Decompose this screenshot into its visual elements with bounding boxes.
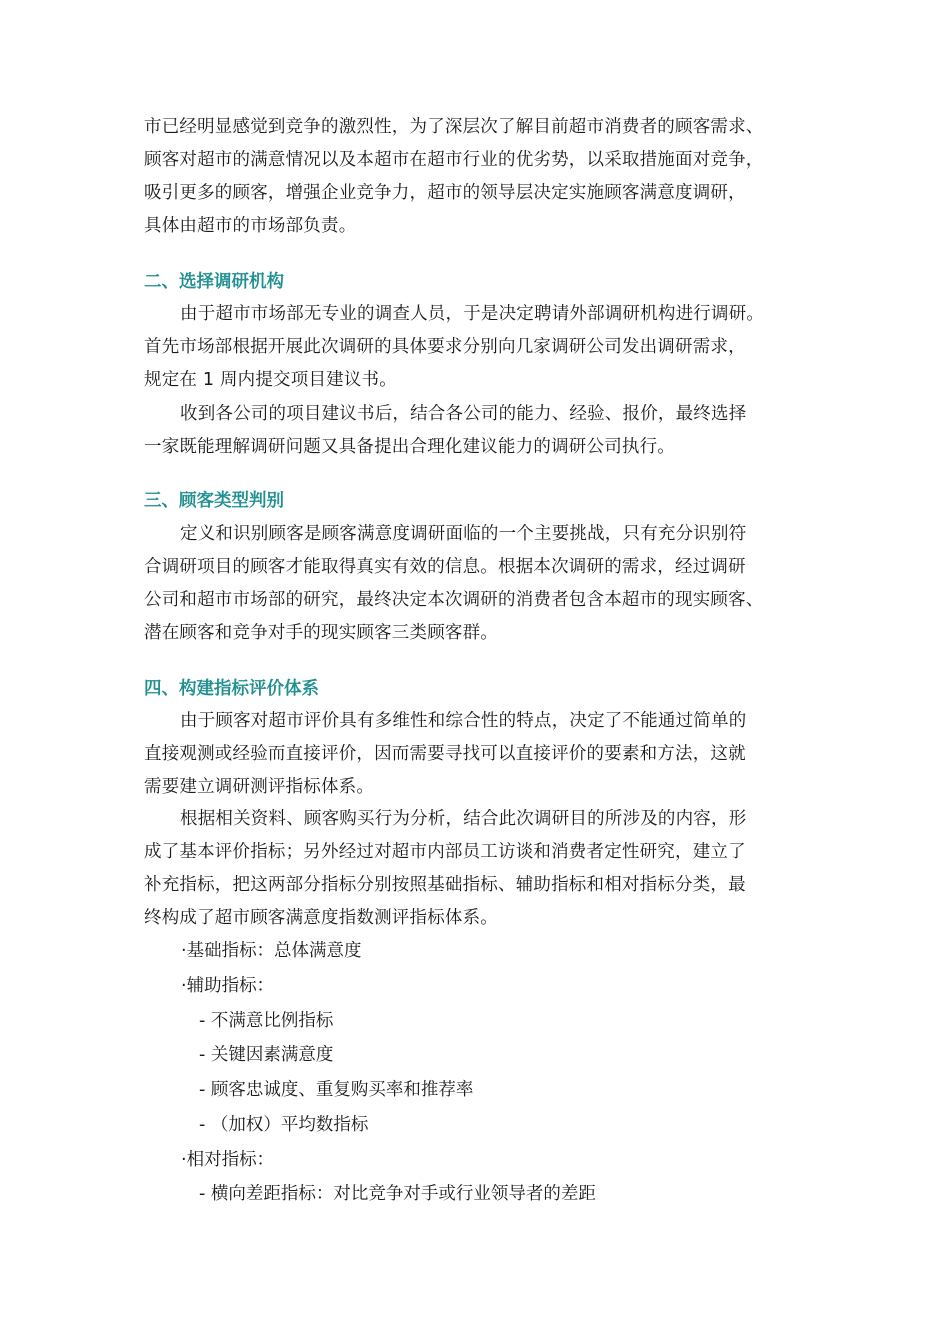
section2-paragraph-2 xyxy=(144,398,812,464)
list-subitem: - 顾客忠诚度、重复购买率和推荐率 xyxy=(199,1080,474,1100)
section4-paragraph-2 xyxy=(144,803,812,935)
section4-paragraph-1 xyxy=(144,705,812,804)
intro-line: 顾客对超市的满意情况以及本超市在超市行业的优劣势，以采取措施面对竞争， xyxy=(144,150,764,170)
paragraph-line: 公司和超市市场部的研究，最终决定本次调研的消费者包含本超市的现实顾客、 xyxy=(144,590,764,610)
paragraph-line: 首先市场部根据开展此次调研的具体要求分别向几家调研公司发出调研需求， xyxy=(144,337,746,357)
intro-line: 吸引更多的顾客，增强企业竞争力，超市的领导层决定实施顾客满意度调研， xyxy=(144,183,746,203)
section3-heading: 三、顾客类型判别 xyxy=(144,491,284,511)
paragraph-line: 补充指标，把这两部分指标分别按照基础指标、辅助指标和相对指标分类，最 xyxy=(144,875,746,895)
list-subitem: - 不满意比例指标 xyxy=(199,1011,334,1031)
section2-heading: 二、选择调研机构 xyxy=(144,272,284,292)
section3-paragraph-1 xyxy=(144,518,812,650)
list-item-basic: ·基础指标：总体满意度 xyxy=(181,941,362,961)
intro-line: 具体由超市的市场部负责。 xyxy=(144,216,357,236)
paragraph-line: 规定在 1 周内提交项目建议书。 xyxy=(144,370,397,390)
paragraph-line: 潜在顾客和竞争对手的现实顾客三类顾客群。 xyxy=(144,623,498,643)
paragraph-line: 直接观测或经验而直接评价，因而需要寻找可以直接评价的要素和方法，这就 xyxy=(144,744,746,764)
list-item-aux: ·辅助指标： xyxy=(181,976,275,996)
list-subitem: - （加权）平均数指标 xyxy=(199,1115,369,1135)
section4-heading: 四、构建指标评价体系 xyxy=(144,679,319,699)
list-subitem: - 横向差距指标：对比竞争对手或行业领导者的差距 xyxy=(199,1184,596,1204)
paragraph-line: 成了基本评价指标；另外经过对超市内部员工访谈和消费者定性研究，建立了 xyxy=(144,842,746,862)
paragraph-line: 由于顾客对超市评价具有多维性和综合性的特点，决定了不能通过简单的 xyxy=(180,711,747,731)
paragraph-line: 一家既能理解调研问题又具备提出合理化建议能力的调研公司执行。 xyxy=(144,437,675,457)
list-subitem: - 关键因素满意度 xyxy=(199,1045,334,1065)
paragraph-line: 收到各公司的项目建议书后，结合各公司的能力、经验、报价，最终选择 xyxy=(180,404,747,424)
intro-line: 市已经明显感觉到竞争的激烈性，为了深层次了解目前超市消费者的顾客需求、 xyxy=(144,117,764,137)
paragraph-line: 由于超市市场部无专业的调查人员，于是决定聘请外部调研机构进行调研。 xyxy=(180,304,765,324)
paragraph-line: 需要建立调研测评指标体系。 xyxy=(144,777,375,797)
paragraph-line: 根据相关资料、顾客购买行为分析，结合此次调研目的所涉及的内容，形 xyxy=(180,809,747,829)
section2-paragraph-1 xyxy=(144,298,812,397)
list-item-relative: ·相对指标： xyxy=(181,1150,275,1170)
paragraph-line: 定义和识别顾客是顾客满意度调研面临的一个主要挑战，只有充分识别符 xyxy=(180,524,747,544)
intro-paragraph xyxy=(144,111,812,243)
paragraph-line: 终构成了超市顾客满意度指数测评指标体系。 xyxy=(144,908,498,928)
paragraph-line: 合调研项目的顾客才能取得真实有效的信息。根据本次调研的需求，经过调研 xyxy=(144,557,746,577)
